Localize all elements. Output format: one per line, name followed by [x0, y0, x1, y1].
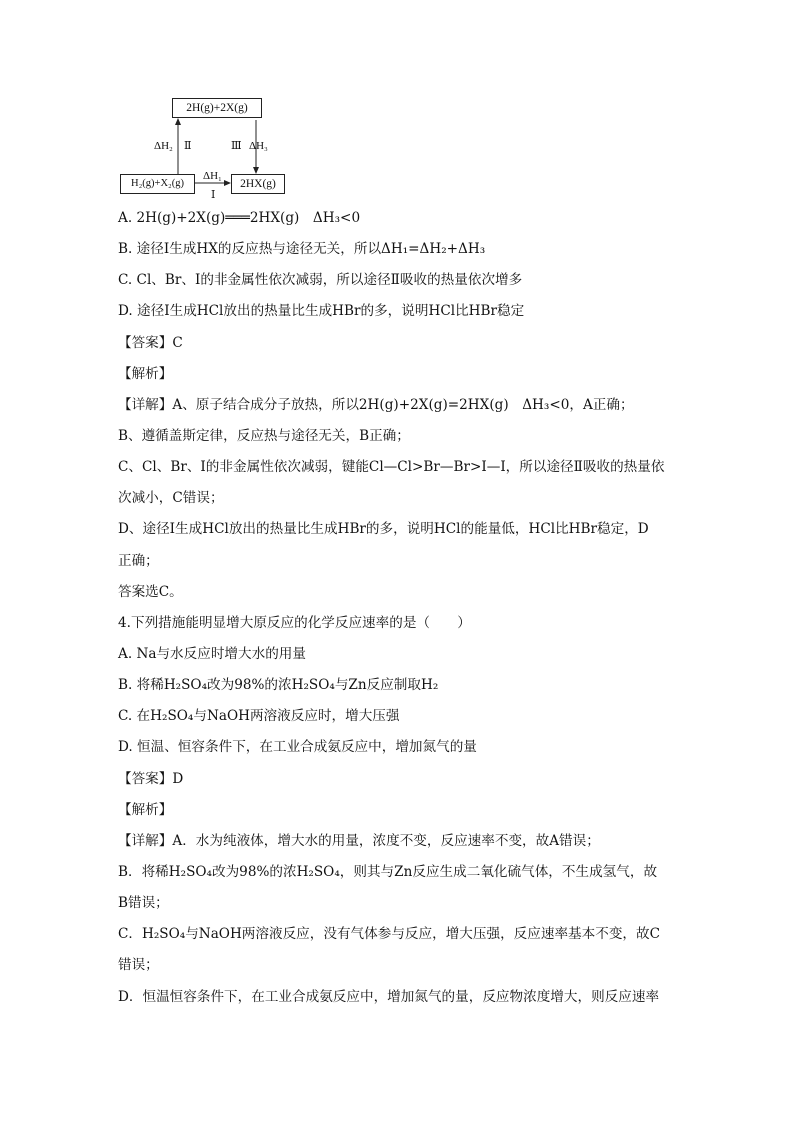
- option-b: B. 途径Ⅰ生成HX的反应热与途径无关，所以ΔH₁=ΔH₂+ΔH₃: [118, 241, 486, 258]
- top-box: 2H(g)+2X(g): [172, 98, 262, 118]
- dh1-label: ΔH₁: [203, 170, 222, 182]
- answer-label: 【答案】C: [118, 334, 183, 351]
- q4-option-d: D. 恒温、恒容条件下，在工业合成氨反应中，增加氮气的量: [118, 739, 477, 756]
- path3-label: Ⅲ: [231, 140, 242, 152]
- detail-b: B、遵循盖斯定律，反应热与途径无关，B正确；: [118, 427, 410, 444]
- q4-detail-b-cont: B错误；: [118, 895, 169, 912]
- q4-option-c: C. 在H₂SO₄与NaOH两溶液反应时，增大压强: [118, 708, 400, 725]
- q4-option-a: A. Na与水反应时增大水的用量: [118, 645, 306, 662]
- arrow-path2-head: [175, 118, 181, 125]
- detail-c: C、Cl、Br、I的非金属性依次减弱，键能Cl—Cl>Br—Br>I—I，所以途径Ⅱ吸收的热量依: [118, 459, 665, 476]
- question-4: 4.下列措施能明显增大原反应的化学反应速率的是（ ）: [118, 614, 471, 631]
- q4-detail-c-cont: 错误；: [118, 957, 159, 974]
- dh3-label: ΔH₃: [249, 140, 268, 152]
- detail-c-cont: 次减小，C错误；: [118, 490, 224, 507]
- analysis-label: 【解析】: [118, 365, 173, 382]
- arrow-path3-head: [253, 167, 259, 174]
- right-box: 2HX(g): [231, 174, 285, 194]
- q4-detail-a: 【详解】A．水为纯液体，增大水的用量，浓度不变，反应速率不变，故A错误；: [118, 832, 600, 849]
- q4-answer: 【答案】D: [118, 770, 184, 787]
- option-d: D. 途径Ⅰ生成HCl放出的热量比生成HBr的多，说明HCl比HBr稳定: [118, 303, 525, 320]
- document-body: [118, 203, 683, 1013]
- path1-label: Ⅰ: [211, 189, 216, 201]
- left-box: H₂(g)+X₂(g): [120, 174, 195, 194]
- dh2-label: ΔH₂: [154, 140, 173, 152]
- path2-label: Ⅱ: [184, 140, 192, 152]
- arrow-path1-head: [224, 180, 231, 186]
- q4-detail-b: B．将稀H₂SO₄改为98%的浓H₂SO₄，则其与Zn反应生成二氧化硫气体，不生成氢气，故: [118, 863, 658, 880]
- detail-d-cont: 正确；: [118, 552, 159, 569]
- q4-detail-d: D．恒温恒容条件下，在工业合成氨反应中，增加氮气的量，反应物浓度增大，则反应速率: [118, 988, 660, 1005]
- option-c: C. Cl、Br、I的非金属性依次减弱，所以途径Ⅱ吸收的热量依次增多: [118, 272, 523, 289]
- detail-a: 【详解】A、原子结合成分子放热，所以2H(g)+2X(g)=2HX(g) ΔH₃<0，A正确；: [118, 396, 634, 413]
- q4-analysis-label: 【解析】: [118, 801, 173, 818]
- detail-d: D、途径Ⅰ生成HCl放出的热量比生成HBr的多，说明HCl的能量低，HCl比HBr稳定，D: [118, 521, 649, 538]
- option-a: A. 2H(g)+2X(g)═══2HX(g) ΔH₃<0: [118, 210, 361, 226]
- answer-choice: 答案选C。: [118, 583, 183, 600]
- energy-cycle-diagram: [118, 94, 318, 201]
- q4-option-b: B. 将稀H₂SO₄改为98%的浓H₂SO₄与Zn反应制取H₂: [118, 677, 439, 694]
- q4-detail-c: C．H₂SO₄与NaOH两溶液反应，没有气体参与反应，增大压强，反应速率基本不变，故C: [118, 926, 661, 943]
